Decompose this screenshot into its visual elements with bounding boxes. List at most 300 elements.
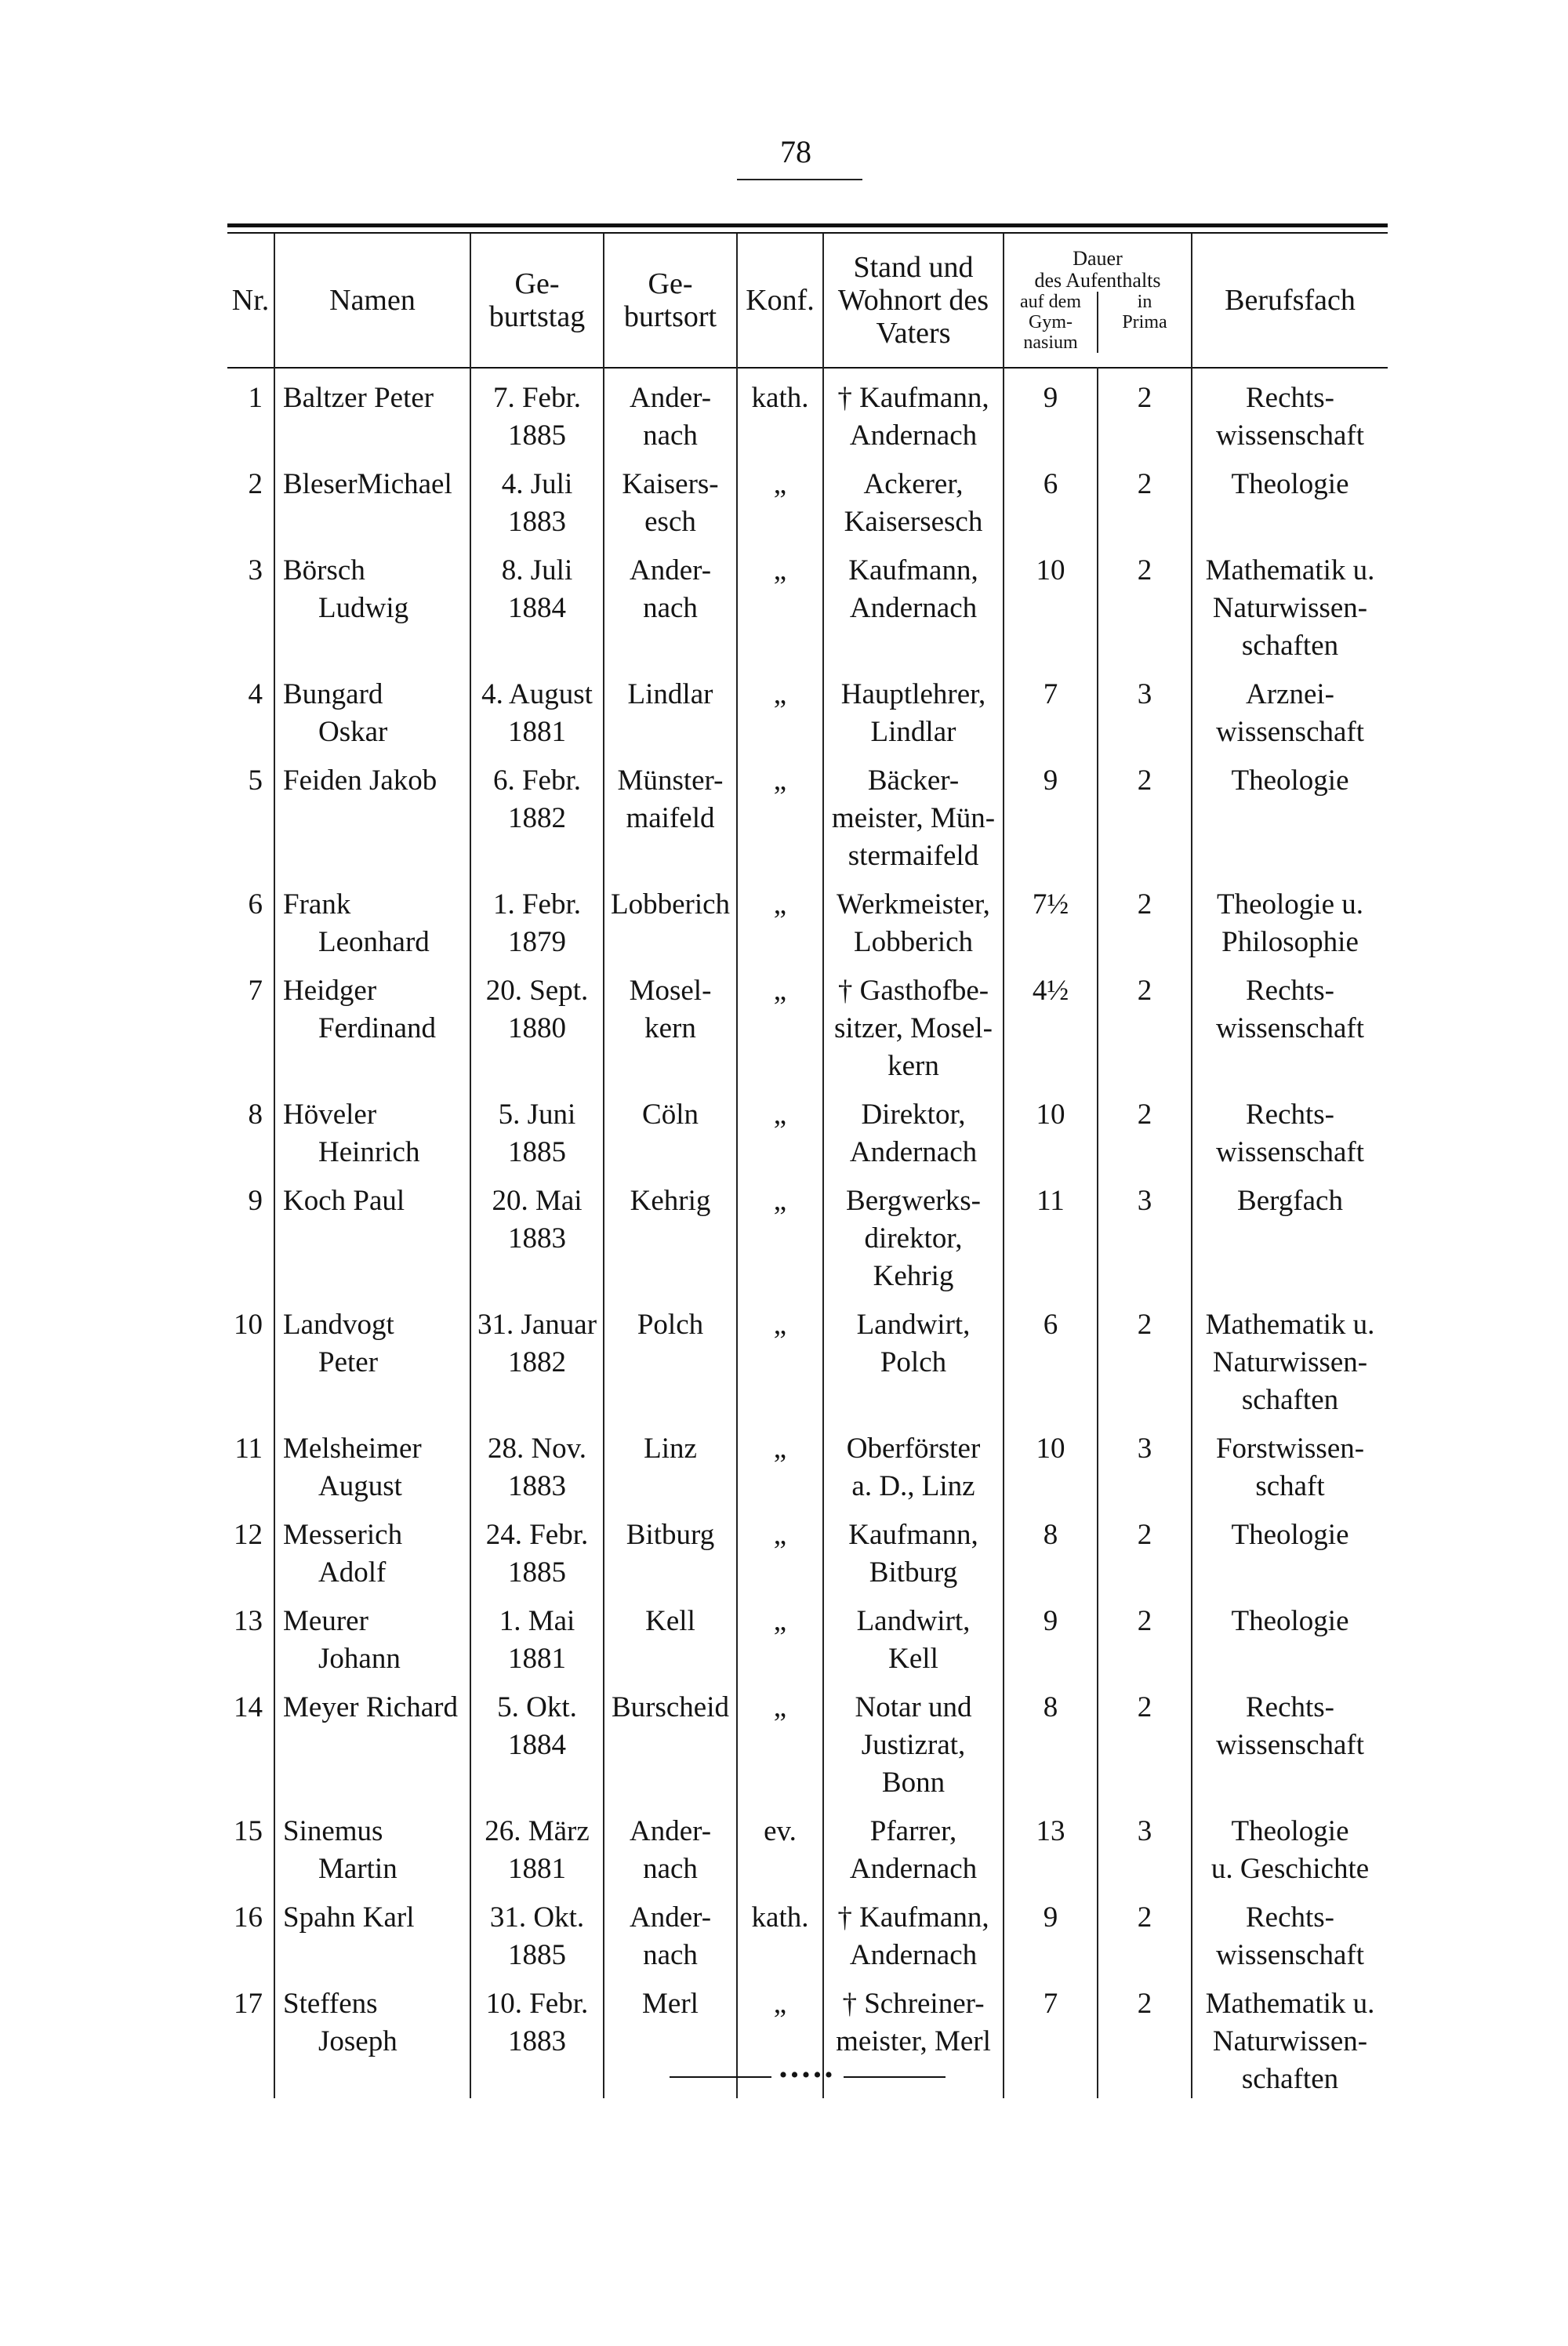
cell-nr: 3 — [248, 554, 263, 586]
geburtstag-line: 1. Febr. — [492, 888, 582, 921]
cell-nr: 13 — [234, 1605, 263, 1637]
cell-geburtsort — [604, 1419, 737, 1505]
cell-geburtsort — [604, 1295, 737, 1419]
cell-name — [274, 455, 470, 541]
geburtstag-line: 26. März — [485, 1815, 590, 1847]
cell-konf: „ — [737, 1505, 823, 1592]
cell-prima: 2 — [1098, 751, 1192, 875]
vater-line: † Schreiner- — [842, 1988, 985, 2020]
cell-konf: „ — [737, 961, 823, 1085]
vater-line: Andernach — [849, 592, 978, 624]
end-ornament: ••••• — [643, 2062, 972, 2089]
cell-geburtstag — [470, 1592, 604, 1678]
table-row — [227, 961, 1388, 1085]
cell-name — [274, 1802, 470, 1888]
header-gym — [1004, 292, 1098, 353]
geburtstag-line: 1885 — [508, 1939, 566, 1971]
header-dauer — [1004, 234, 1192, 368]
geburtstag-line: 6. Febr. — [492, 764, 582, 797]
cell-beruf — [1192, 1592, 1388, 1678]
vater-line: sitzer, Mosel- — [834, 1012, 993, 1044]
vater-line: Andernach — [849, 1939, 978, 1971]
beruf-line: Forstwissen- — [1215, 1433, 1365, 1465]
geburtsort-line: Kehrig — [630, 1185, 711, 1217]
vater-line: Andernach — [849, 1136, 978, 1168]
cell-nr: 14 — [234, 1691, 263, 1723]
beruf-line: Theologie — [1231, 1605, 1349, 1637]
geburtstag-line: 1884 — [508, 592, 566, 624]
table-body — [227, 368, 1388, 2098]
cell-vater — [823, 665, 1004, 751]
vater-line: Oberförster — [846, 1433, 981, 1465]
cell-vater — [823, 455, 1004, 541]
table-row — [227, 1171, 1388, 1295]
cell-geburtstag — [470, 1802, 604, 1888]
cell-geburtstag — [470, 665, 604, 751]
cell-geburtstag — [470, 1678, 604, 1802]
vater-line: Kaufmann, — [848, 554, 978, 586]
cell-vater — [823, 1171, 1004, 1295]
geburtsort-line: esch — [644, 506, 696, 538]
geburtstag-line: 1882 — [508, 802, 566, 834]
cell-name — [274, 1678, 470, 1802]
geburtsort-line: maifeld — [626, 802, 715, 834]
cell-geburtstag — [470, 1419, 604, 1505]
cell-gym: 9 — [1004, 1888, 1098, 1974]
geburtsort-line: Münster- — [617, 764, 724, 797]
table-row — [227, 1419, 1388, 1505]
name-line: Landvogt — [283, 1309, 394, 1341]
geburtsort-line: nach — [643, 419, 698, 452]
cell-beruf — [1192, 961, 1388, 1085]
name-line: Johann — [318, 1643, 401, 1675]
beruf-line: Rechts- — [1245, 1099, 1335, 1131]
cell-beruf — [1192, 455, 1388, 541]
header-stand-line: Vaters — [876, 317, 951, 350]
beruf-line: Naturwissen- — [1212, 2025, 1368, 2057]
vater-line: kern — [887, 1050, 939, 1082]
name-line: Joseph — [318, 2025, 397, 2057]
cell-prima: 2 — [1098, 455, 1192, 541]
geburtstag-line: 8. Juli — [501, 554, 573, 586]
cell-nr: 2 — [248, 468, 263, 500]
geburtstag-line: 24. Febr. — [485, 1519, 589, 1551]
geburtsort-line: Merl — [642, 1988, 699, 2020]
beruf-line: Bergfach — [1237, 1185, 1343, 1217]
geburtstag-line: 20. Mai — [492, 1185, 583, 1217]
page-number: 78 — [780, 134, 811, 169]
vater-line: Polch — [880, 1346, 947, 1378]
beruf-line: Theologie — [1231, 764, 1349, 797]
cell-geburtsort — [604, 1085, 737, 1171]
vater-line: Lobberich — [853, 926, 974, 958]
cell-geburtsort — [604, 1802, 737, 1888]
cell-name — [274, 1419, 470, 1505]
beruf-line: Mathematik u. — [1205, 554, 1375, 586]
beruf-line: Theologie — [1231, 1815, 1349, 1847]
cell-gym: 10 — [1004, 1085, 1098, 1171]
vater-line: Hauptlehrer, — [840, 678, 986, 710]
cell-prima: 3 — [1098, 1419, 1192, 1505]
table-row — [227, 455, 1388, 541]
vater-line: Direktor, — [861, 1099, 966, 1131]
beruf-line: Theologie u. — [1216, 888, 1363, 921]
cell-gym: 9 — [1004, 368, 1098, 455]
vater-line: Bitburg — [869, 1556, 958, 1589]
cell-geburtsort — [604, 368, 737, 455]
cell-gym: 7 — [1004, 1974, 1098, 2098]
geburtstag-line: 1881 — [508, 1853, 566, 1885]
cell-vater — [823, 1678, 1004, 1802]
name-line: Ludwig — [318, 592, 409, 624]
vater-line: Bäcker- — [867, 764, 960, 797]
vater-line: Justizrat, — [861, 1729, 966, 1761]
header-namen: Namen — [274, 234, 470, 368]
beruf-line: Theologie — [1231, 468, 1349, 500]
beruf-line: schaften — [1241, 1384, 1339, 1416]
vater-line: Pfarrer, — [869, 1815, 957, 1847]
beruf-line: schaft — [1255, 1470, 1325, 1502]
name-line: Melsheimer — [283, 1433, 422, 1465]
cell-vater — [823, 1888, 1004, 1974]
geburtstag-line: 1879 — [508, 926, 566, 958]
cell-nr: 1 — [248, 382, 263, 414]
cell-beruf — [1192, 1171, 1388, 1295]
cell-beruf — [1192, 1085, 1388, 1171]
cell-nr: 4 — [248, 678, 263, 710]
geburtsort-line: Cöln — [642, 1099, 699, 1131]
geburtstag-line: 5. Juni — [498, 1099, 576, 1131]
cell-gym: 13 — [1004, 1802, 1098, 1888]
cell-name — [274, 1505, 470, 1592]
cell-geburtsort — [604, 541, 737, 665]
cell-geburtsort — [604, 1171, 737, 1295]
geburtstag-line: 1883 — [508, 1222, 566, 1255]
cell-geburtstag — [470, 1974, 604, 2098]
geburtstag-line: 4. Juli — [501, 468, 573, 500]
vater-line: Ackerer, — [863, 468, 964, 500]
cell-gym: 10 — [1004, 541, 1098, 665]
vater-line: Landwirt, — [856, 1605, 971, 1637]
vater-line: meister, Mün- — [831, 802, 996, 834]
geburtstag-line: 7. Febr. — [492, 382, 582, 414]
cell-geburtstag — [470, 961, 604, 1085]
cell-nr: 10 — [234, 1309, 263, 1341]
name-line: Koch Paul — [283, 1185, 405, 1217]
cell-beruf — [1192, 875, 1388, 961]
geburtsort-line: nach — [643, 1939, 698, 1971]
geburtsort-line: Lindlar — [627, 678, 713, 710]
cell-konf: „ — [737, 1592, 823, 1678]
geburtstag-line: 1885 — [508, 1136, 566, 1168]
beruf-line: Mathematik u. — [1205, 1309, 1375, 1341]
header-stand-line: Wohnort des — [837, 284, 989, 317]
cell-geburtsort — [604, 1678, 737, 1802]
cell-gym: 4½ — [1004, 961, 1098, 1085]
header-geburtsort-line: Ge- — [648, 267, 693, 300]
cell-nr: 5 — [248, 764, 263, 797]
cell-prima: 2 — [1098, 1592, 1192, 1678]
cell-beruf — [1192, 1802, 1388, 1888]
beruf-line: schaften — [1241, 2063, 1339, 2095]
geburtsort-line: Bitburg — [626, 1519, 715, 1551]
beruf-line: wissenschaft — [1215, 716, 1365, 748]
geburtstag-line: 20. Sept. — [485, 975, 589, 1007]
cell-prima: 3 — [1098, 1171, 1192, 1295]
vater-line: † Kaufmann, — [837, 382, 989, 414]
beruf-line: wissenschaft — [1215, 1136, 1365, 1168]
beruf-line: Rechts- — [1245, 1901, 1335, 1934]
cell-geburtsort — [604, 1592, 737, 1678]
table-row — [227, 541, 1388, 665]
vater-line: meister, Merl — [836, 2025, 991, 2057]
vater-line: Andernach — [849, 1853, 978, 1885]
cell-name — [274, 751, 470, 875]
cell-geburtstag — [470, 1085, 604, 1171]
table-row — [227, 1888, 1388, 1974]
vater-line: Kehrig — [873, 1260, 954, 1292]
geburtstag-line: 31. Okt. — [489, 1901, 585, 1934]
vater-line: Kell — [888, 1643, 938, 1675]
header-gym-line: nasium — [1023, 332, 1078, 353]
vater-line: a. D., Linz — [851, 1470, 975, 1502]
header-dauer-sub — [1004, 292, 1191, 353]
table-row — [227, 1085, 1388, 1171]
cell-beruf — [1192, 1505, 1388, 1592]
name-line: Heinrich — [318, 1136, 420, 1168]
cell-beruf — [1192, 751, 1388, 875]
header-dauer-line: des Aufenthalts — [1034, 269, 1161, 292]
geburtstag-line: 10. Febr. — [485, 1988, 589, 2020]
geburtsort-line: Polch — [637, 1309, 704, 1341]
cell-nr: 15 — [234, 1815, 263, 1847]
cell-geburtstag — [470, 1295, 604, 1419]
cell-konf: „ — [737, 875, 823, 961]
geburtstag-line: 1881 — [508, 1643, 566, 1675]
student-table-wrap — [227, 223, 1388, 2098]
name-line: Baltzer Peter — [283, 382, 434, 414]
cell-beruf — [1192, 1419, 1388, 1505]
cell-geburtstag — [470, 1171, 604, 1295]
cell-prima: 2 — [1098, 1678, 1192, 1802]
cell-gym: 8 — [1004, 1505, 1098, 1592]
cell-gym: 6 — [1004, 455, 1098, 541]
name-line: Börsch — [283, 554, 365, 586]
name-line: Höveler — [283, 1099, 377, 1131]
name-line: Ferdinand — [318, 1012, 437, 1044]
name-line: Sinemus — [283, 1815, 383, 1847]
cell-beruf — [1192, 1295, 1388, 1419]
header-prima-line: in — [1137, 292, 1152, 312]
cell-name — [274, 875, 470, 961]
geburtstag-line: 1885 — [508, 1556, 566, 1589]
cell-geburtstag — [470, 455, 604, 541]
table-row — [227, 875, 1388, 961]
header-geburtsort-line: burtsort — [623, 300, 717, 333]
header-stand-line: Stand und — [853, 251, 974, 284]
cell-vater — [823, 961, 1004, 1085]
cell-vater — [823, 1802, 1004, 1888]
header-prima-line: Prima — [1122, 312, 1167, 332]
geburtstag-line: 1885 — [508, 419, 566, 452]
geburtstag-line: 5. Okt. — [497, 1691, 577, 1723]
cell-gym: 7½ — [1004, 875, 1098, 961]
cell-name — [274, 1974, 470, 2098]
cell-vater — [823, 1295, 1004, 1419]
vater-line: stermaifeld — [848, 840, 979, 872]
cell-geburtsort — [604, 961, 737, 1085]
table-row — [227, 1802, 1388, 1888]
cell-geburtstag — [470, 875, 604, 961]
header-row — [227, 234, 1388, 368]
header-nr: Nr. — [231, 284, 270, 317]
cell-gym: 6 — [1004, 1295, 1098, 1419]
header-geburtsort — [604, 234, 737, 368]
cell-gym: 7 — [1004, 665, 1098, 751]
geburtsort-line: Burscheid — [611, 1691, 730, 1723]
cell-geburtstag — [470, 751, 604, 875]
geburtstag-line: 28. Nov. — [487, 1433, 587, 1465]
table-row — [227, 665, 1388, 751]
geburtsort-line: Ander- — [629, 554, 712, 586]
name-line: Meurer — [283, 1605, 368, 1637]
cell-nr: 17 — [234, 1988, 263, 2020]
beruf-line: Rechts- — [1245, 1691, 1335, 1723]
geburtstag-line: 1881 — [508, 716, 566, 748]
cell-konf: „ — [737, 1085, 823, 1171]
table-row — [227, 368, 1388, 455]
header-dauer-line: Dauer — [1073, 247, 1123, 270]
name-line: Heidger — [283, 975, 377, 1007]
cell-prima: 2 — [1098, 1888, 1192, 1974]
cell-beruf — [1192, 1678, 1388, 1802]
geburtstag-line: 1883 — [508, 2025, 566, 2057]
cell-konf: kath. — [737, 368, 823, 455]
cell-konf: „ — [737, 665, 823, 751]
table-row — [227, 1295, 1388, 1419]
name-line: Messerich — [283, 1519, 403, 1551]
vater-line: Notar und — [855, 1691, 972, 1723]
cell-geburtsort — [604, 455, 737, 541]
cell-vater — [823, 541, 1004, 665]
geburtsort-line: Kaisers- — [622, 468, 719, 500]
name-line: Leonhard — [318, 926, 430, 958]
cell-gym: 9 — [1004, 751, 1098, 875]
cell-prima: 2 — [1098, 961, 1192, 1085]
cell-name — [274, 1295, 470, 1419]
cell-nr: 16 — [234, 1901, 263, 1934]
cell-gym: 9 — [1004, 1592, 1098, 1678]
beruf-line: wissenschaft — [1215, 1939, 1365, 1971]
vater-line: Bonn — [881, 1767, 946, 1799]
beruf-line: Arznei- — [1246, 678, 1334, 710]
name-line: Spahn Karl — [283, 1901, 415, 1934]
student-table — [227, 234, 1388, 2098]
cell-nr: 7 — [248, 975, 263, 1007]
vater-line: Kaisersesch — [844, 506, 983, 538]
name-line: Oskar — [318, 716, 388, 748]
name-line: Feiden Jakob — [283, 764, 437, 797]
cell-name — [274, 368, 470, 455]
vater-line: direktor, — [864, 1222, 963, 1255]
cell-beruf — [1192, 1888, 1388, 1974]
cell-nr: 9 — [248, 1185, 263, 1217]
table-row — [227, 1678, 1388, 1802]
cell-konf: ev. — [737, 1802, 823, 1888]
vater-line: Lindlar — [870, 716, 956, 748]
geburtstag-line: 1883 — [508, 1470, 566, 1502]
cell-konf: „ — [737, 1171, 823, 1295]
header-gym-line: Gym- — [1029, 312, 1073, 332]
geburtstag-line: 1884 — [508, 1729, 566, 1761]
cell-geburtstag — [470, 1505, 604, 1592]
geburtstag-line: 31. Januar — [477, 1309, 597, 1341]
cell-beruf — [1192, 1974, 1388, 2098]
table-row — [227, 1592, 1388, 1678]
cell-name — [274, 1171, 470, 1295]
table-row — [227, 751, 1388, 875]
name-line: Frank — [283, 888, 351, 921]
header-geburtstag-line: burtstag — [488, 300, 586, 333]
cell-geburtsort — [604, 751, 737, 875]
beruf-line: Philosophie — [1221, 926, 1359, 958]
cell-konf: „ — [737, 1678, 823, 1802]
cell-name — [274, 961, 470, 1085]
cell-konf: „ — [737, 751, 823, 875]
cell-vater — [823, 1592, 1004, 1678]
cell-geburtsort — [604, 665, 737, 751]
beruf-line: wissenschaft — [1215, 1729, 1365, 1761]
cell-vater — [823, 1505, 1004, 1592]
cell-prima: 3 — [1098, 1802, 1192, 1888]
cell-prima: 2 — [1098, 875, 1192, 961]
cell-vater — [823, 1419, 1004, 1505]
geburtsort-line: Ander- — [629, 1901, 712, 1934]
vater-line: Werkmeister, — [837, 888, 990, 921]
vater-line: Landwirt, — [856, 1309, 971, 1341]
cell-geburtsort — [604, 875, 737, 961]
cell-geburtstag — [470, 541, 604, 665]
name-line: Steffens — [283, 1988, 378, 2020]
geburtsort-line: Lobberich — [610, 888, 731, 921]
cell-geburtstag — [470, 368, 604, 455]
cell-vater — [823, 368, 1004, 455]
cell-name — [274, 1085, 470, 1171]
header-berufsfach: Berufsfach — [1192, 234, 1388, 368]
header-prima — [1098, 292, 1191, 353]
cell-konf: „ — [737, 1974, 823, 2098]
header-geburtstag-line: Ge- — [514, 267, 560, 300]
geburtsort-line: Ander- — [629, 1815, 712, 1847]
name-line: Peter — [318, 1346, 379, 1378]
name-line: BleserMichael — [283, 468, 452, 500]
cell-beruf — [1192, 665, 1388, 751]
page-number-rule — [737, 179, 862, 180]
geburtstag-line: 1883 — [508, 506, 566, 538]
cell-prima: 2 — [1098, 1295, 1192, 1419]
header-geburtstag — [470, 234, 604, 368]
beruf-line: Theologie — [1231, 1519, 1349, 1551]
cell-prima: 3 — [1098, 665, 1192, 751]
geburtstag-line: 1880 — [508, 1012, 566, 1044]
cell-nr: 11 — [234, 1433, 263, 1465]
beruf-line: u. Geschichte — [1210, 1853, 1370, 1885]
name-line: Martin — [318, 1853, 397, 1885]
cell-gym: 8 — [1004, 1678, 1098, 1802]
cell-prima: 2 — [1098, 1505, 1192, 1592]
cell-name — [274, 1592, 470, 1678]
cell-konf: kath. — [737, 1888, 823, 1974]
